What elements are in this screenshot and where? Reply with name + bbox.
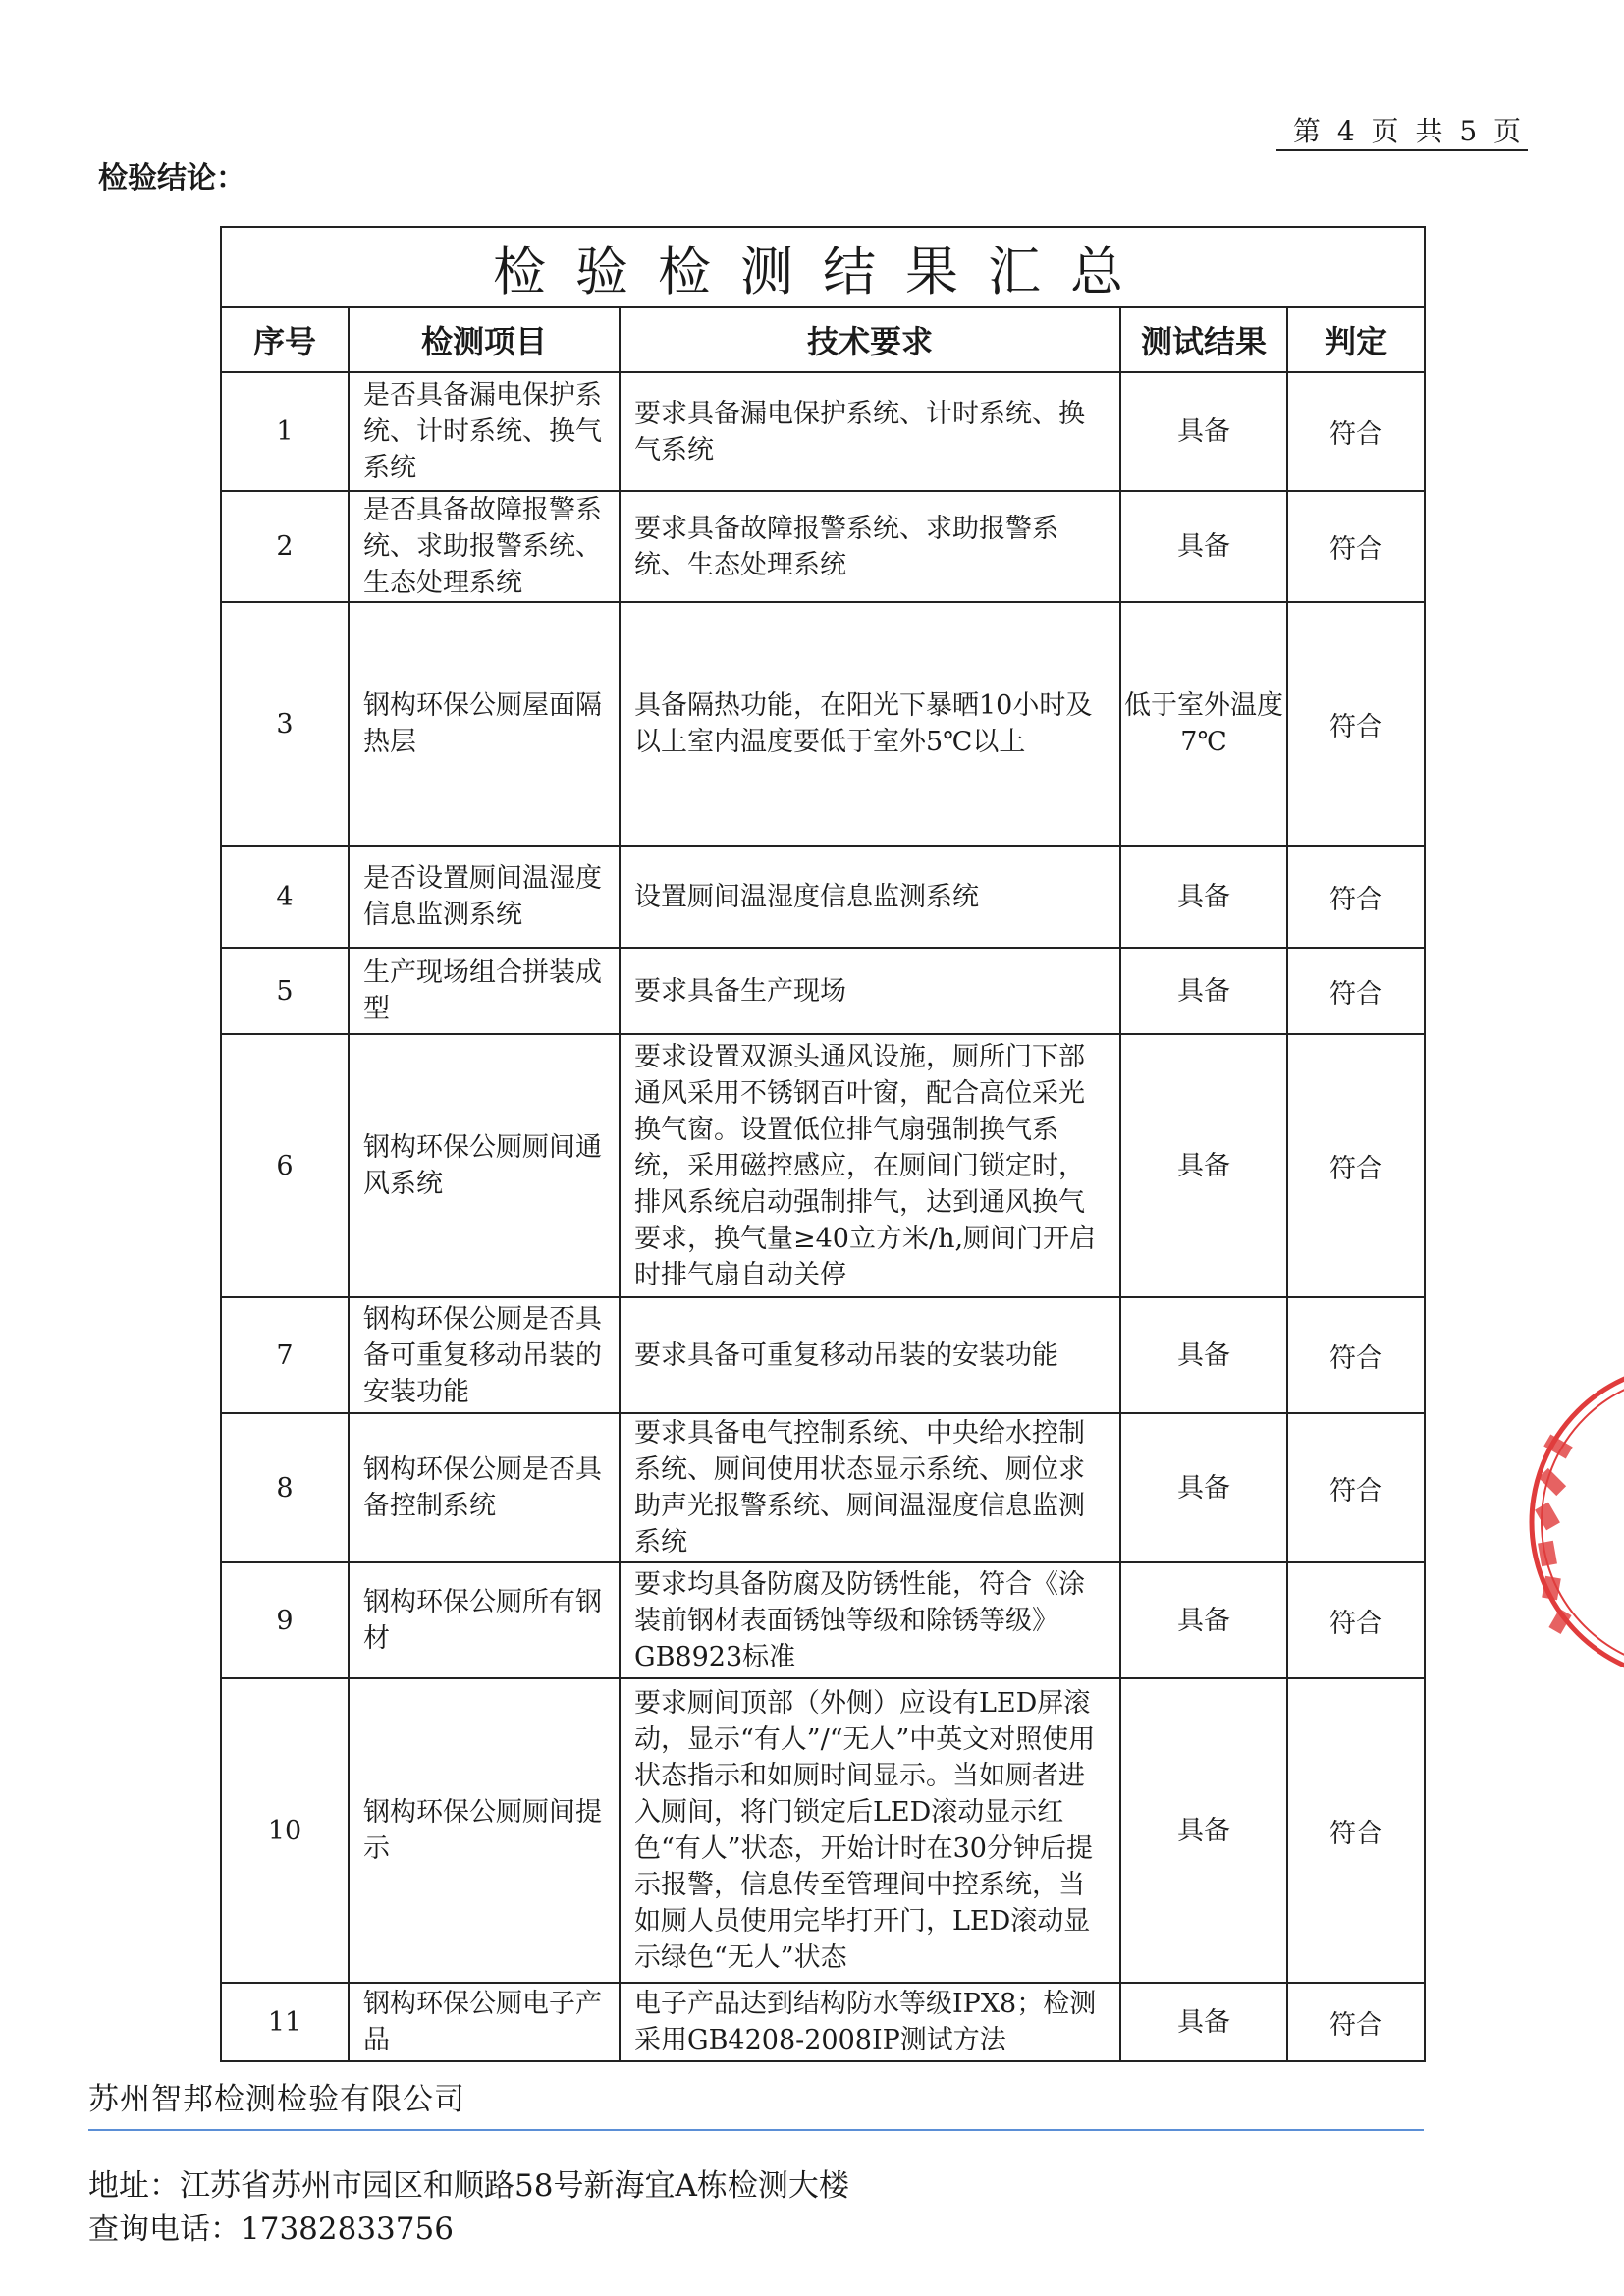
- row-judgement: 符合: [1287, 948, 1425, 1034]
- row-requirement: 要求具备可重复移动吊装的安装功能: [620, 1297, 1120, 1413]
- row-result: 具备: [1120, 1413, 1287, 1562]
- table-row: [221, 846, 1425, 948]
- table-row: [221, 1034, 1425, 1297]
- row-item: 钢构环保公厕厕间通风系统: [349, 1034, 620, 1297]
- row-requirement: 要求具备故障报警系统、求助报警系统、生态处理系统: [620, 491, 1120, 602]
- table-row: [221, 1983, 1425, 2061]
- page-number: 第 4 页 共 5 页: [1292, 115, 1526, 147]
- row-no: 4: [221, 846, 349, 948]
- row-judgement: 符合: [1287, 1297, 1425, 1413]
- table-row: [221, 372, 1425, 491]
- row-result: 具备: [1120, 491, 1287, 602]
- row-requirement: 要求厕间顶部（外侧）应设有LED屏滚动，显示“有人”/“无人”中英文对照使用状态指示和如厕时间显示。当如厕者进入厕间，将门锁定后LED滚动显示红色“有人”状态，开始计时在30分钟后提示报警，信息传至管理间中控系统，当如厕人员使用完毕打开门，LED滚动显示绿色“无人”状态: [620, 1678, 1120, 1983]
- header-no: 序号: [221, 307, 349, 372]
- row-requirement: 要求具备生产现场: [620, 948, 1120, 1034]
- table-row: [221, 948, 1425, 1034]
- row-judgement: 符合: [1287, 1413, 1425, 1562]
- row-no: 1: [221, 372, 349, 491]
- row-item: 钢构环保公厕厕间提示: [349, 1678, 620, 1983]
- header-judgement: 判定: [1287, 307, 1425, 372]
- row-no: 6: [221, 1034, 349, 1297]
- page-number-underline: [1276, 149, 1528, 151]
- company-phone: 查询电话：17382833756: [88, 2212, 454, 2247]
- row-requirement: 要求均具备防腐及防锈性能，符合《涂装前钢材表面锈蚀等级和除锈等级》GB8923标准: [620, 1562, 1120, 1678]
- row-item: 是否具备漏电保护系统、计时系统、换气系统: [349, 372, 620, 491]
- row-item: 是否具备故障报警系统、求助报警系统、生态处理系统: [349, 491, 620, 602]
- results-table: [220, 226, 1426, 2062]
- row-result: 具备: [1120, 948, 1287, 1034]
- row-no: 9: [221, 1562, 349, 1678]
- row-no: 5: [221, 948, 349, 1034]
- table-row: [221, 1562, 1425, 1678]
- row-requirement: 要求具备电气控制系统、中央给水控制系统、厕间使用状态显示系统、厕位求助声光报警系统、厕间温湿度信息监测系统: [620, 1413, 1120, 1562]
- row-result: 具备: [1120, 1562, 1287, 1678]
- row-requirement: 设置厕间温湿度信息监测系统: [620, 846, 1120, 948]
- row-result: 低于室外温度7℃: [1120, 602, 1287, 846]
- table-row: [221, 491, 1425, 602]
- row-judgement: 符合: [1287, 491, 1425, 602]
- row-judgement: 符合: [1287, 846, 1425, 948]
- row-no: 3: [221, 602, 349, 846]
- row-item: 是否设置厕间温湿度信息监测系统: [349, 846, 620, 948]
- row-requirement: 具备隔热功能，在阳光下暴晒10小时及以上室内温度要低于室外5℃以上: [620, 602, 1120, 846]
- header-requirement: 技术要求: [620, 307, 1120, 372]
- table-row: [221, 1413, 1425, 1562]
- row-result: 具备: [1120, 372, 1287, 491]
- row-result: 具备: [1120, 846, 1287, 948]
- table-title-row: [221, 227, 1425, 307]
- row-requirement: 要求具备漏电保护系统、计时系统、换气系统: [620, 372, 1120, 491]
- footer-divider: [88, 2129, 1424, 2131]
- row-requirement: 要求设置双源头通风设施，厕所门下部通风采用不锈钢百叶窗，配合高位采光换气窗。设置低位排气扇强制换气系统，采用磁控感应，在厕间门锁定时，排风系统启动强制排气，达到通风换气要求，换气量≥40立方米/h,厕间门开启时排气扇自动关停: [620, 1034, 1120, 1297]
- table-header-row: [221, 307, 1425, 372]
- row-item: 钢构环保公厕电子产品: [349, 1983, 620, 2061]
- row-result: 具备: [1120, 1983, 1287, 2061]
- table-row: [221, 1678, 1425, 1983]
- row-no: 10: [221, 1678, 349, 1983]
- table-row: [221, 1297, 1425, 1413]
- row-no: 11: [221, 1983, 349, 2061]
- row-no: 8: [221, 1413, 349, 1562]
- row-item: 钢构环保公厕所有钢材: [349, 1562, 620, 1678]
- row-judgement: 符合: [1287, 1034, 1425, 1297]
- conclusion-label: 检验结论：: [98, 161, 245, 195]
- row-judgement: 符合: [1287, 1983, 1425, 2061]
- row-judgement: 符合: [1287, 1562, 1425, 1678]
- row-result: 具备: [1120, 1034, 1287, 1297]
- header-item: 检测项目: [349, 307, 620, 372]
- row-item: 生产现场组合拼装成型: [349, 948, 620, 1034]
- row-result: 具备: [1120, 1678, 1287, 1983]
- row-no: 7: [221, 1297, 349, 1413]
- company-name: 苏州智邦检测检验有限公司: [88, 2082, 465, 2117]
- row-item: 钢构环保公厕是否具备可重复移动吊装的安装功能: [349, 1297, 620, 1413]
- row-judgement: 符合: [1287, 1678, 1425, 1983]
- company-address: 地址：江苏省苏州市园区和顺路58号新海宜A栋检测大楼: [88, 2168, 849, 2204]
- row-item: 钢构环保公厕屋面隔热层: [349, 602, 620, 846]
- seal-stamp: [1512, 1355, 1624, 1689]
- table-title: 检验检测结果汇总: [221, 227, 1425, 307]
- row-result: 具备: [1120, 1297, 1287, 1413]
- row-item: 钢构环保公厕是否具备控制系统: [349, 1413, 620, 1562]
- row-no: 2: [221, 491, 349, 602]
- row-judgement: 符合: [1287, 602, 1425, 846]
- table-row: [221, 602, 1425, 846]
- row-judgement: 符合: [1287, 372, 1425, 491]
- seal-stamp-graphic: [1512, 1355, 1624, 1689]
- header-result: 测试结果: [1120, 307, 1287, 372]
- row-requirement: 电子产品达到结构防水等级IPX8；检测采用GB4208-2008IP测试方法: [620, 1983, 1120, 2061]
